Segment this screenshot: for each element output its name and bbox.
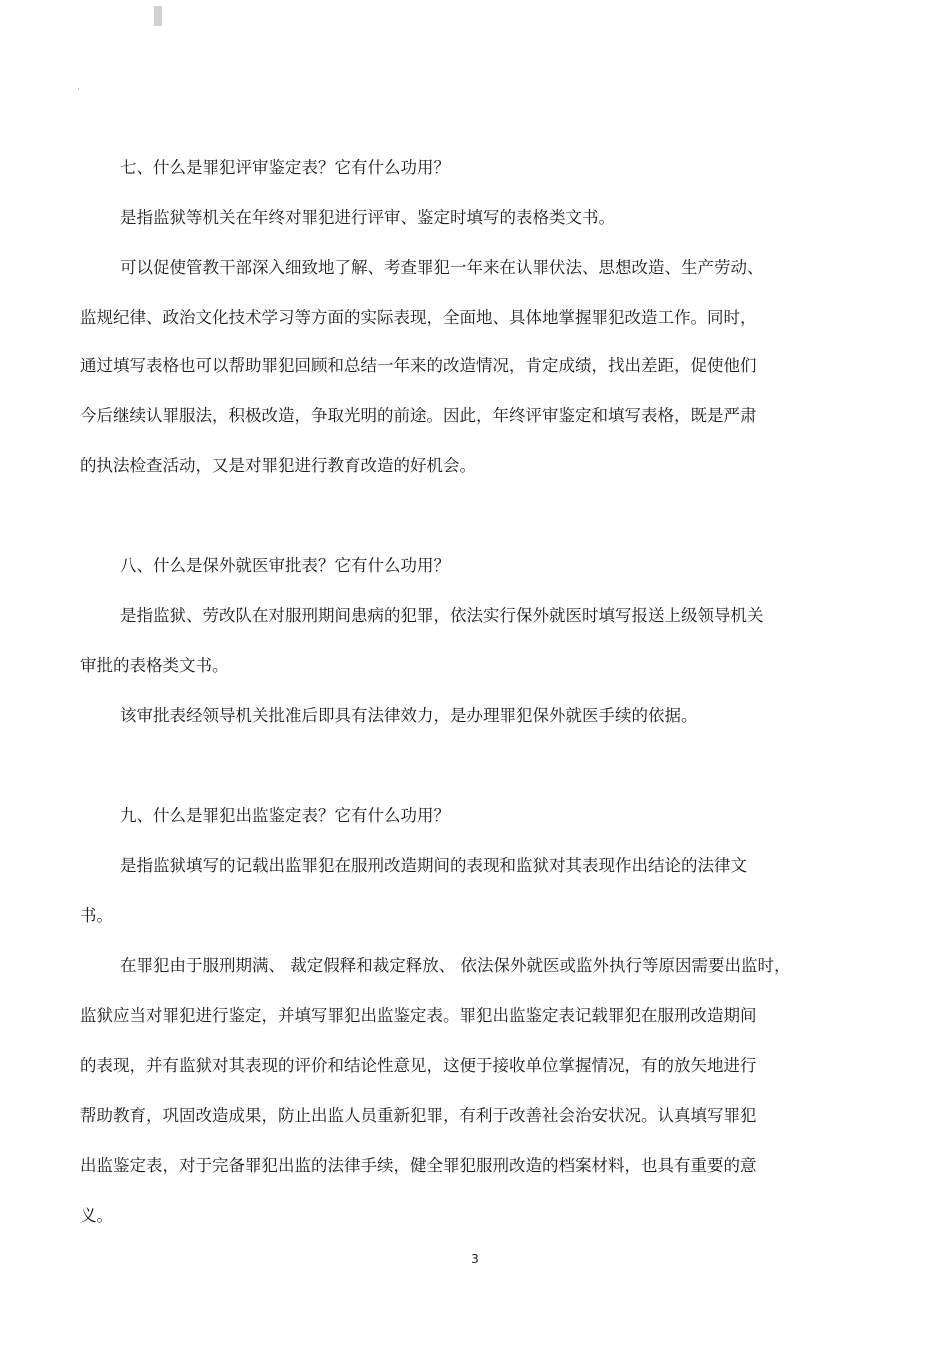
section-heading-7: 七、什么是罪犯评审鉴定表？它有什么功用？: [120, 158, 450, 177]
paragraph-line: 在罪犯由于服刑期满、 裁定假释和裁定释放、 依法保外就医或监外执行等原因需要出监时，: [120, 956, 791, 975]
section-heading-8: 八、什么是保外就医审批表？它有什么功用？: [120, 556, 450, 575]
scan-speck: [78, 88, 79, 90]
scan-mark: [154, 6, 162, 26]
paragraph-line: 出监鉴定表，对于完备罪犯出监的法律手续，健全罪犯服刑改造的档案材料，也具有重要的意: [80, 1156, 757, 1175]
paragraph-line: 义。: [80, 1206, 113, 1225]
paragraph-line: 书。: [80, 906, 113, 925]
paragraph-line: 该审批表经领导机关批准后即具有法律效力，是办理罪犯保外就医手续的依据。: [120, 706, 698, 725]
paragraph-line: 审批的表格类文书。: [80, 656, 229, 675]
paragraph-line: 的执法检查活动，又是对罪犯进行教育改造的好机会。: [80, 456, 476, 475]
paragraph-line: 可以促使管教干部深入细致地了解、考查罪犯一年来在认罪伏法、思想改造、生产劳动、: [120, 258, 764, 277]
paragraph-line: 是指监狱、劳改队在对服刑期间患病的犯罪，依法实行保外就医时填写报送上级领导机关: [120, 606, 764, 625]
paragraph-line: 监规纪律、政治文化技术学习等方面的实际表现，全面地、具体地掌握罪犯改造工作。同时，: [80, 308, 757, 327]
paragraph-line: 帮助教育，巩固改造成果，防止出监人员重新犯罪，有利于改善社会治安状况。认真填写罪犯: [80, 1106, 757, 1125]
paragraph-line: 监狱应当对罪犯进行鉴定，并填写罪犯出监鉴定表。罪犯出监鉴定表记载罪犯在服刑改造期间: [80, 1006, 757, 1025]
paragraph-line: 是指监狱等机关在年终对罪犯进行评审、鉴定时填写的表格类文书。: [120, 208, 615, 227]
section-heading-9: 九、什么是罪犯出监鉴定表？它有什么功用？: [120, 806, 450, 825]
paragraph-line: 的表现，并有监狱对其表现的评价和结论性意见，这便于接收单位掌握情况，有的放矢地进行: [80, 1056, 757, 1075]
paragraph-line: 是指监狱填写的记载出监罪犯在服刑改造期间的表现和监狱对其表现作出结论的法律文: [120, 856, 747, 875]
paragraph-line: 通过填写表格也可以帮助罪犯回顾和总结一年来的改造情况，肯定成绩，找出差距，促使他们: [80, 356, 757, 375]
paragraph-line: 今后继续认罪服法，积极改造，争取光明的前途。因此，年终评审鉴定和填写表格，既是严肃: [80, 406, 757, 425]
page-number: 3: [471, 1252, 479, 1266]
